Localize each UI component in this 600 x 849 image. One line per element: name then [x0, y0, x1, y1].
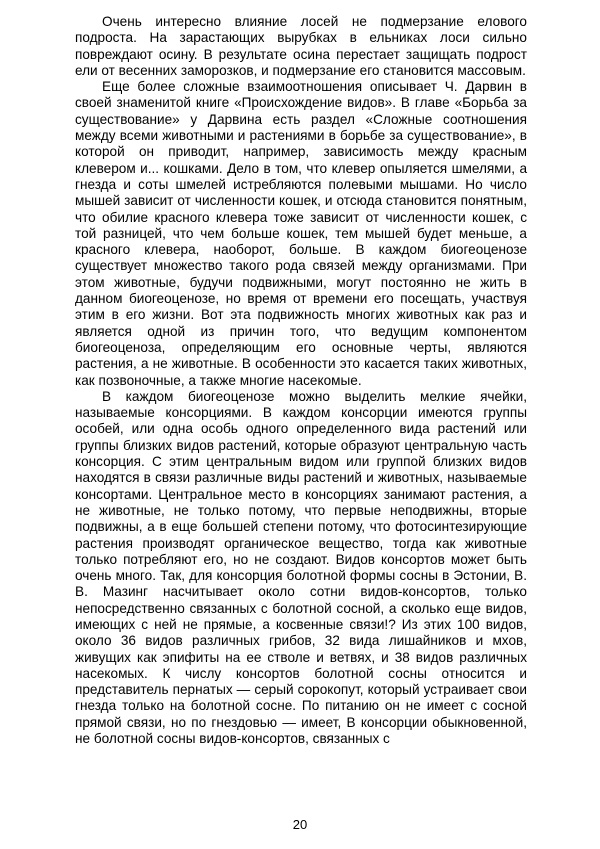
paragraph-darwin: Еще более сложные взаимоотношения описывает Ч. Дарвин в своей знаменитой книге «Происхождение видов». В главе «Борьба за существование» у Дарвина есть раздел «Сложные соотношения между всеми животными и растениями в борьбе за существование», в которой он приводит, например, зависимость между красным клевером и... кошками. Дело в том, что клевер опыляется шмелями, а гнезда и соты шмелей истребляются полевыми мышами. Но число мышей зависит от численности кошек, и отсюда становится понятным, что обилие красного клевера тоже зависит от численности кошек, с той разницей, что чем больше кошек, тем мышей будет меньше, а красного клевера, наоборот, больше. В каждом биогеоценозе существует множество такого рода связей между организмами. При этом животные, будучи подвижными, могут постоянно не жить в данном биогеоценозе, но время от времени его посещать, участвуя этим в его жизни. Вот эта подвижность многих животных как раз и является одной из причин того, что ведущим компонентом биогеоценоза, определяющим его основные черты, являются растения, а не животные. В особенности это касается таких животных, как позвоночные, а также многие насекомые.: [75, 79, 527, 388]
paragraph-consortia: В каждом биогеоценозе можно выделить мелкие ячейки, называемые консорциями. В каждом консорции имеются группы особей, или одна особь одного определенного вида растений или группы близких видов растений, которые образуют центральную часть консорция. С этим центральным видом или группой близких видов находятся в связи различные виды растений и животных, называемые консортами. Центральное место в консорциях занимают растения, а не животные, не только потому, что первые неподвижны, вторые подвижны, а в еще большей степени потому, что фотосинтезирующие растения производят органическое вещество, тогда как животные только потребляют его, но не создают. Видов консортов может быть очень много. Так, для консорция болотной формы сосны в Эстонии, В. В. Мазинг насчитывает около сотни видов-консортов, только непосредственно связанных с болотной сосной, а сколько еще видов, имеющих с ней не прямые, а косвенные связи!? Из этих 100 видов, около 36 видов различных грибов, 32 вида лишайников и мхов, живущих как эпифиты на ее стволе и ветвях, и 38 видов различных насекомых. К числу консортов болотной сосны относится и представитель пернатых — серый сорокопут, который устраивает свои гнезда только на болотной сосне. По питанию он не имеет с сосной прямой связи, но по гнездовью — имеет, В консорции обыкновенной, не болотной сосны видов-консортов, связанных с: [75, 388, 527, 747]
page-body: [75, 14, 527, 747]
page-number: 20: [292, 817, 308, 832]
paragraph-moose: Очень интересно влияние лосей не подмерзание елового подроста. На зарастающих вырубках в ельниках лоси сильно повреждают осину. В результате осина перестает защищать подрост ели от весенних заморозков, и подмерзание его становится массовым.: [75, 14, 527, 78]
